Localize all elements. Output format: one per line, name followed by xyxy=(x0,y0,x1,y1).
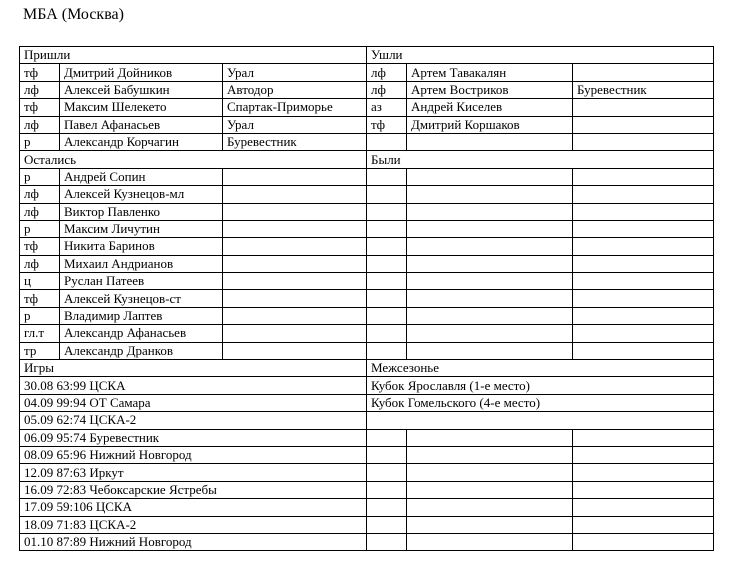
table-row xyxy=(20,516,714,533)
left-player-name: Дмитрий Коршаков xyxy=(407,116,573,133)
arrived-position: тф xyxy=(20,99,60,116)
were-player-name xyxy=(407,255,573,272)
table-row xyxy=(20,116,714,133)
were-position xyxy=(367,342,407,359)
left-club xyxy=(573,99,714,116)
arrived-player-name: Дмитрий Дойников xyxy=(60,64,223,81)
table-row xyxy=(20,429,714,446)
table-row xyxy=(20,273,714,290)
roster-table xyxy=(19,46,714,551)
table-row xyxy=(20,290,714,307)
table-row xyxy=(20,499,714,516)
stayed-player-name: Андрей Сопин xyxy=(60,168,223,185)
were-extra xyxy=(573,255,714,272)
section-header-row xyxy=(20,47,714,64)
offseason-tournament: Кубок Ярославля (1-е место) xyxy=(367,377,714,394)
offseason-tournament xyxy=(367,412,714,429)
table-row xyxy=(20,464,714,481)
were-player-name xyxy=(407,290,573,307)
were-extra xyxy=(573,307,714,324)
table-row xyxy=(20,238,714,255)
table-row xyxy=(20,377,714,394)
arrived-player-name: Максим Шелекето xyxy=(60,99,223,116)
stayed-extra xyxy=(223,325,367,342)
table-row xyxy=(20,342,714,359)
table-row xyxy=(20,255,714,272)
left-player-name: Артем Тавакалян xyxy=(407,64,573,81)
were-player-name xyxy=(407,238,573,255)
left-club xyxy=(573,64,714,81)
roster-table-body xyxy=(20,47,714,551)
were-player-name xyxy=(407,307,573,324)
arrived-position: лф xyxy=(20,81,60,98)
arrived-position: тф xyxy=(20,64,60,81)
stayed-extra xyxy=(223,273,367,290)
were-position xyxy=(367,186,407,203)
were-position xyxy=(367,203,407,220)
were-player-name xyxy=(407,168,573,185)
arrived-club: Урал xyxy=(223,116,367,133)
stayed-player-name: Александр Афанасьев xyxy=(60,325,223,342)
table-row xyxy=(20,533,714,550)
were-position xyxy=(367,273,407,290)
stayed-player-name: Руслан Патеев xyxy=(60,273,223,290)
table-row xyxy=(20,168,714,185)
left-position: лф xyxy=(367,81,407,98)
were-position xyxy=(367,255,407,272)
left-player-name: Артем Востриков xyxy=(407,81,573,98)
stayed-player-name: Виктор Павленко xyxy=(60,203,223,220)
were-position xyxy=(367,290,407,307)
stayed-player-name: Михаил Андрианов xyxy=(60,255,223,272)
were-player-name xyxy=(407,220,573,237)
were-player-name xyxy=(407,203,573,220)
stayed-position: ц xyxy=(20,273,60,290)
stayed-position: тф xyxy=(20,238,60,255)
game-result: 16.09 72:83 Чебоксарские Ястребы xyxy=(20,481,367,498)
stayed-player-name: Алексей Кузнецов-ст xyxy=(60,290,223,307)
were-player-name xyxy=(407,186,573,203)
stayed-extra xyxy=(223,220,367,237)
table-row xyxy=(20,394,714,411)
were-position xyxy=(367,168,407,185)
table-row xyxy=(20,81,714,98)
stayed-extra xyxy=(223,342,367,359)
table-row xyxy=(20,203,714,220)
offseason-tournament: Кубок Гомельского (4-е место) xyxy=(367,394,714,411)
offseason-cell xyxy=(407,533,573,550)
game-result: 08.09 65:96 Нижний Новгород xyxy=(20,446,367,463)
table-row xyxy=(20,325,714,342)
stayed-player-name: Алексей Кузнецов-мл xyxy=(60,186,223,203)
stayed-position: р xyxy=(20,168,60,185)
were-extra xyxy=(573,186,714,203)
game-result: 17.09 59:106 ЦСКА xyxy=(20,499,367,516)
table-row xyxy=(20,481,714,498)
games-heading: Игры xyxy=(20,360,367,377)
arrived-player-name: Александр Корчагин xyxy=(60,133,223,150)
arrived-club: Буревестник xyxy=(223,133,367,150)
left-heading: Ушли xyxy=(367,47,714,64)
offseason-cell xyxy=(367,499,407,516)
offseason-cell xyxy=(573,499,714,516)
left-position: лф xyxy=(367,64,407,81)
offseason-cell xyxy=(573,516,714,533)
arrived-position: лф xyxy=(20,116,60,133)
stayed-extra xyxy=(223,255,367,272)
were-position xyxy=(367,220,407,237)
arrived-player-name: Павел Афанасьев xyxy=(60,116,223,133)
table-row xyxy=(20,133,714,150)
offseason-cell xyxy=(573,481,714,498)
offseason-cell xyxy=(407,446,573,463)
were-position xyxy=(367,325,407,342)
left-position: тф xyxy=(367,116,407,133)
offseason-cell xyxy=(573,464,714,481)
game-result: 04.09 99:94 ОТ Самара xyxy=(20,394,367,411)
were-player-name xyxy=(407,273,573,290)
left-position xyxy=(367,133,407,150)
game-result: 06.09 95:74 Буревестник xyxy=(20,429,367,446)
table-row xyxy=(20,64,714,81)
stayed-extra xyxy=(223,186,367,203)
stayed-extra xyxy=(223,307,367,324)
were-extra xyxy=(573,203,714,220)
stayed-position: лф xyxy=(20,203,60,220)
offseason-cell xyxy=(367,516,407,533)
arrived-player-name: Алексей Бабушкин xyxy=(60,81,223,98)
stayed-extra xyxy=(223,290,367,307)
offseason-cell xyxy=(367,464,407,481)
were-heading: Были xyxy=(367,151,714,168)
page-title: МБА (Москва) xyxy=(23,6,124,23)
stayed-position: тр xyxy=(20,342,60,359)
were-extra xyxy=(573,342,714,359)
table-row xyxy=(20,307,714,324)
were-extra xyxy=(573,273,714,290)
offseason-cell xyxy=(573,533,714,550)
offseason-cell xyxy=(407,464,573,481)
stayed-player-name: Владимир Лаптев xyxy=(60,307,223,324)
game-result: 18.09 71:83 ЦСКА-2 xyxy=(20,516,367,533)
stayed-extra xyxy=(223,203,367,220)
arrived-club: Спартак-Приморье xyxy=(223,99,367,116)
were-position xyxy=(367,238,407,255)
left-player-name: Андрей Киселев xyxy=(407,99,573,116)
stayed-player-name: Александр Дранков xyxy=(60,342,223,359)
game-result: 12.09 87:63 Иркут xyxy=(20,464,367,481)
left-club xyxy=(573,116,714,133)
were-extra xyxy=(573,220,714,237)
were-extra xyxy=(573,325,714,342)
offseason-cell xyxy=(573,446,714,463)
game-result: 05.09 62:74 ЦСКА-2 xyxy=(20,412,367,429)
table-row xyxy=(20,220,714,237)
game-result: 30.08 63:99 ЦСКА xyxy=(20,377,367,394)
were-player-name xyxy=(407,342,573,359)
stayed-player-name: Максим Личутин xyxy=(60,220,223,237)
were-player-name xyxy=(407,325,573,342)
were-extra xyxy=(573,290,714,307)
stayed-extra xyxy=(223,238,367,255)
arrived-heading: Пришли xyxy=(20,47,367,64)
offseason-cell xyxy=(407,429,573,446)
table-row xyxy=(20,446,714,463)
stayed-position: лф xyxy=(20,186,60,203)
offseason-cell xyxy=(367,429,407,446)
were-extra xyxy=(573,238,714,255)
offseason-cell xyxy=(407,499,573,516)
table-row xyxy=(20,412,714,429)
left-club: Буревестник xyxy=(573,81,714,98)
left-player-name xyxy=(407,133,573,150)
offseason-cell xyxy=(407,481,573,498)
section-header-row xyxy=(20,151,714,168)
were-position xyxy=(367,307,407,324)
arrived-position: р xyxy=(20,133,60,150)
were-extra xyxy=(573,168,714,185)
offseason-cell xyxy=(367,533,407,550)
section-header-row xyxy=(20,360,714,377)
offseason-cell xyxy=(367,481,407,498)
stayed-position: лф xyxy=(20,255,60,272)
offseason-heading: Межсезонье xyxy=(367,360,714,377)
stayed-position: гл.т xyxy=(20,325,60,342)
table-row xyxy=(20,186,714,203)
stayed-player-name: Никита Баринов xyxy=(60,238,223,255)
game-result: 01.10 87:89 Нижний Новгород xyxy=(20,533,367,550)
arrived-club: Урал xyxy=(223,64,367,81)
stayed-position: тф xyxy=(20,290,60,307)
stayed-heading: Остались xyxy=(20,151,367,168)
arrived-club: Автодор xyxy=(223,81,367,98)
offseason-cell xyxy=(367,446,407,463)
table-row xyxy=(20,99,714,116)
offseason-cell xyxy=(407,516,573,533)
stayed-position: р xyxy=(20,307,60,324)
left-position: аз xyxy=(367,99,407,116)
stayed-extra xyxy=(223,168,367,185)
stayed-position: р xyxy=(20,220,60,237)
offseason-cell xyxy=(573,429,714,446)
left-club xyxy=(573,133,714,150)
